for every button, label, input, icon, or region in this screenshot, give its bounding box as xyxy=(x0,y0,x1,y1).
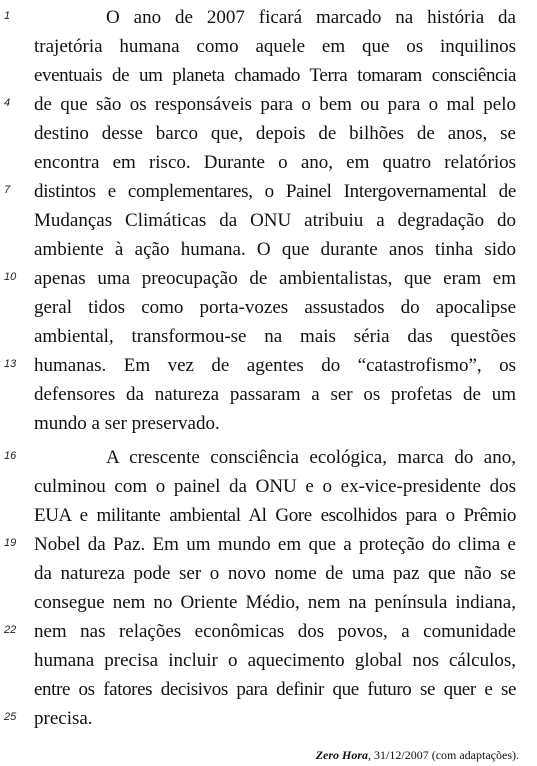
text-line xyxy=(0,443,537,472)
text-line xyxy=(0,206,537,235)
line-text: humana precisa incluir o aquecimento global nos cálculos, xyxy=(34,650,516,671)
text-line xyxy=(0,501,537,530)
line-text: destino desse barco que, depois de bilhões de anos, se xyxy=(34,123,516,144)
line-text: da natureza pode ser o novo nome de uma paz que não se xyxy=(34,563,516,584)
source-publication: Zero Hora xyxy=(315,748,369,762)
line-text: trajetória humana como aquele em que os inquilinos xyxy=(34,36,516,57)
line-text: nem nas relações econômicas dos povos, a comunidade xyxy=(34,621,516,642)
line-text: A crescente consciência ecológica, marca do ano, xyxy=(106,447,516,468)
text-line xyxy=(0,530,537,559)
line-text: encontra em risco. Durante o ano, em quatro relatórios xyxy=(34,152,516,173)
line-text: consegue nem no Oriente Médio, nem na península indiana, xyxy=(34,592,516,613)
text-line xyxy=(0,646,537,675)
line-number: 7 xyxy=(4,184,11,196)
line-number: 16 xyxy=(4,450,17,462)
line-text: geral tidos como porta-vozes assustados do apocalipse xyxy=(34,297,516,318)
line-text: precisa. xyxy=(34,708,93,729)
line-number: 1 xyxy=(4,10,11,22)
text-line xyxy=(0,675,537,704)
line-number: 19 xyxy=(4,537,17,549)
line-text: Mudanças Climáticas da ONU atribuiu a degradação do xyxy=(34,210,516,231)
line-text: O ano de 2007 ficará marcado na história da xyxy=(106,7,516,28)
line-text: ambiental, transformou-se na mais séria das questões xyxy=(34,326,516,347)
line-text: Nobel da Paz. Em um mundo em que a proteção do clima e xyxy=(34,534,516,555)
text-line xyxy=(0,32,537,61)
line-number: 25 xyxy=(4,711,17,723)
text-line xyxy=(0,235,537,264)
text-line xyxy=(0,119,537,148)
text-line xyxy=(0,380,537,409)
line-text: eventuais de um planeta chamado Terra tomaram consciência xyxy=(34,65,516,86)
text-line xyxy=(0,559,537,588)
text-line xyxy=(0,3,537,32)
text-line xyxy=(0,617,537,646)
text-line xyxy=(0,472,537,501)
line-text: defensores da natureza passaram a ser os profetas de um xyxy=(34,384,516,405)
text-line xyxy=(0,704,537,733)
line-text: culminou com o painel da ONU e o ex-vice-presidente dos xyxy=(34,476,516,497)
line-text: ambiente à ação humana. O que durante anos tinha sido xyxy=(34,239,516,260)
text-line xyxy=(0,322,537,351)
line-text: entre os fatores decisivos para definir que futuro se quer e se xyxy=(34,679,516,700)
text-line xyxy=(0,61,537,90)
line-text: de que são os responsáveis para o bem ou para o mal pelo xyxy=(34,94,516,115)
text-line xyxy=(0,148,537,177)
text-line xyxy=(0,264,537,293)
line-number: 13 xyxy=(4,358,17,370)
text-line xyxy=(0,293,537,322)
line-text: EUA e militante ambiental Al Gore escolhidos para o Prêmio xyxy=(34,505,516,526)
line-text: humanas. Em vez de agentes do “catastrofismo”, os xyxy=(34,355,516,376)
line-number: 4 xyxy=(4,97,11,109)
text-line xyxy=(0,90,537,119)
source-citation xyxy=(316,748,519,763)
text-line xyxy=(0,409,537,438)
text-line xyxy=(0,351,537,380)
text-line xyxy=(0,177,537,206)
line-text: mundo a ser preservado. xyxy=(34,413,220,434)
line-number: 10 xyxy=(4,271,17,283)
line-number: 22 xyxy=(4,624,17,636)
line-text: apenas uma preocupação de ambientalistas, que eram em xyxy=(34,268,516,289)
line-text: distintos e complementares, o Painel Intergovernamental de xyxy=(34,181,516,202)
text-line xyxy=(0,588,537,617)
source-details: , 31/12/2007 (com adaptações). xyxy=(368,748,519,762)
